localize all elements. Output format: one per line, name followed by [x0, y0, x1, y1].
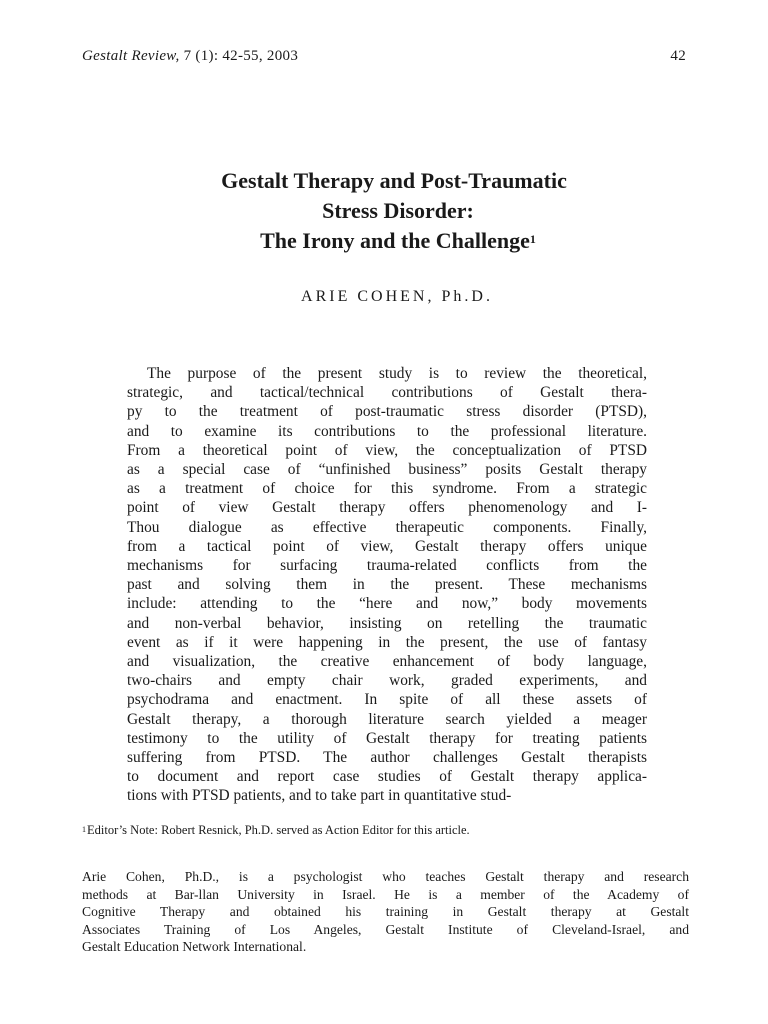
page-number: 42	[670, 48, 686, 64]
abstract-line: event as if it were happening in the present, the use of fantasy	[127, 633, 647, 651]
author-name: ARIE COHEN, Ph.D.	[301, 288, 493, 305]
abstract-line: py to the treatment of post-traumatic stress disorder (PTSD),	[127, 403, 647, 421]
bio-line: methods at Bar-llan University in Israel. He is a member of the Academy of	[82, 886, 689, 902]
abstract-line: Thou dialogue as effective therapeutic components. Finally,	[127, 518, 647, 536]
editor-footnote	[82, 822, 682, 838]
abstract-line: From a theoretical point of view, the conceptualization of PTSD	[127, 441, 647, 459]
bio-line: Gestalt Education Network International.	[82, 939, 307, 954]
author-bio	[82, 868, 689, 956]
abstract-line: Gestalt therapy, a thorough literature search yielded a meager	[127, 710, 647, 728]
title-line-3-text: The Irony and the Challenge	[260, 228, 530, 253]
abstract-line: suffering from PTSD. The author challenges Gestalt therapists	[127, 749, 647, 767]
title-line-3	[0, 226, 768, 256]
abstract-line: mechanisms for surfacing trauma-related conflicts from the	[127, 557, 647, 575]
abstract-line: include: attending to the “here and now,” body movements	[127, 595, 647, 613]
abstract-line: to document and report case studies of Gestalt therapy applica-	[127, 768, 647, 786]
abstract-line: strategic, and tactical/technical contributions of Gestalt thera-	[127, 384, 647, 402]
abstract-line: testimony to the utility of Gestalt therapy for treating patients	[127, 729, 647, 747]
title-line-2: Stress Disorder:	[322, 198, 474, 223]
bio-line: Cognitive Therapy and obtained his training in Gestalt therapy at Gestalt	[82, 904, 689, 919]
abstract-line: and to examine its contributions to the professional literature.	[127, 422, 647, 440]
footnote-text: Editor’s Note: Robert Resnick, Ph.D. served as Action Editor for this article.	[87, 823, 470, 837]
abstract-line: The purpose of the present study is to review the theoretical,	[147, 365, 647, 382]
bio-line: Arie Cohen, Ph.D., is a psychologist who teaches Gestalt therapy and research	[82, 869, 689, 884]
abstract-line: as a special case of “unfinished business” posits Gestalt therapy	[127, 461, 647, 479]
title-line-1: Gestalt Therapy and Post-Traumatic	[221, 168, 567, 193]
abstract-line: psychodrama and enactment. In spite of all these assets of	[127, 691, 647, 709]
journal-name: Gestalt Review,	[82, 48, 180, 64]
abstract-line: and visualization, the creative enhancement of body language,	[127, 653, 647, 671]
abstract-line: two-chairs and empty chair work, graded experiments, and	[127, 672, 647, 690]
abstract-line: tions with PTSD patients, and to take part in quantitative stud-	[127, 787, 512, 805]
abstract-line: past and solving them in the present. These mechanisms	[127, 576, 647, 594]
abstract-line: point of view Gestalt therapy offers phenomenology and I-	[127, 499, 647, 517]
abstract-line: as a treatment of choice for this syndrome. From a strategic	[127, 480, 647, 498]
title-footnote-marker: 1	[529, 232, 536, 246]
abstract-line: and non-verbal behavior, insisting on retelling the traumatic	[127, 614, 647, 632]
footnote-marker: 1	[82, 825, 86, 834]
article-title	[0, 166, 768, 256]
running-head	[82, 48, 686, 68]
abstract	[127, 364, 647, 806]
abstract-line: from a tactical point of view, Gestalt therapy offers unique	[127, 537, 647, 555]
bio-line: Associates Training of Los Angeles, Gestalt Institute of Cleveland-Israel, and	[82, 921, 689, 937]
journal-citation: 7 (1): 42-55, 2003	[179, 48, 299, 64]
